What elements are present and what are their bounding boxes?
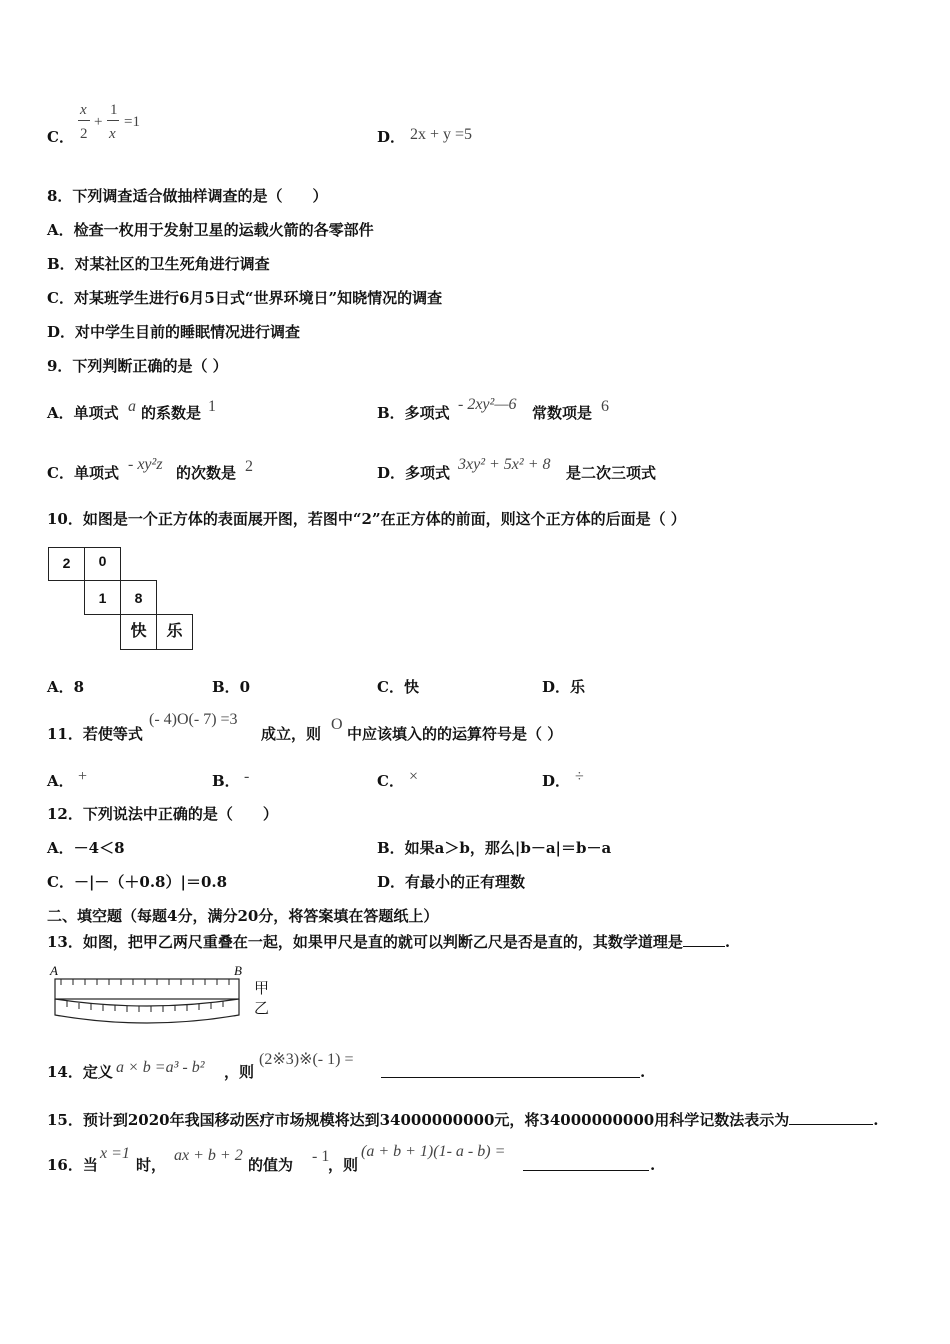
q14-mid: ，则 [224, 1063, 255, 1081]
q13-end: . [724, 933, 731, 951]
cube-face-0: 0 [84, 547, 121, 581]
q7-c-frac2-bar [107, 120, 119, 121]
q11-d-label: D． [542, 772, 571, 790]
rulers-drawing [46, 963, 246, 1029]
q15-stem [47, 1110, 878, 1129]
q9-d-mid: 是二次三项式 [566, 464, 657, 482]
q15-blank [789, 1110, 873, 1125]
ruler-label-jia: 甲 [254, 979, 270, 997]
q8-stem: 8．下列调查适合做抽样调查的是（ ） [47, 187, 328, 205]
q11-b-label: B． [212, 772, 240, 790]
q9-c-expr: - xy²z [128, 456, 163, 473]
q15-stem-text: 15．预计到2020年我国移动医疗市场规模将达到34000000000元，将34000000000用科学记数法表示为 [47, 1111, 790, 1129]
q8-option-b: B．对某社区的卫生死角进行调查 [47, 255, 270, 273]
q8-option-c: C．对某班学生进行6月5日式“世界环境日”知晓情况的调查 [47, 289, 443, 307]
cube-face-le: 乐 [156, 614, 193, 650]
q16-pre: 16．当 [47, 1156, 98, 1174]
q10-option-d: D．乐 [542, 678, 586, 696]
ruler-figure [46, 963, 276, 1029]
q14-end: . [640, 1063, 646, 1081]
q16-t3: ，则 [328, 1156, 359, 1174]
q9-a-pre: A．单项式 [47, 404, 119, 422]
cube-face-8: 8 [120, 580, 157, 615]
q13-stem [47, 932, 730, 951]
ruler-label-a: A [50, 963, 58, 978]
section-2-heading: 二、填空题（每题4分，满分20分，将答案填在答题纸上） [47, 907, 439, 925]
q9-a-var: a [128, 398, 136, 415]
q16-t1: 时， [136, 1156, 167, 1174]
q14-expr: (2※3)※(- 1) = [259, 1051, 354, 1068]
q7-c-frac1-num: x [80, 102, 87, 118]
q10-option-a: A．8 [47, 678, 85, 696]
q10-option-b: B．0 [212, 678, 251, 696]
q7-c-frac1-bar [78, 120, 90, 121]
q14-blank [381, 1063, 640, 1078]
q7-c-frac2-num: 1 [110, 102, 118, 118]
q16-blank [523, 1156, 649, 1171]
q9-d-expr: 3xy² + 5x² + 8 [458, 456, 551, 473]
q11-c-label: C． [377, 772, 404, 790]
q8-option-d: D．对中学生目前的睡眠情况进行调查 [47, 323, 301, 341]
q16-expr1: ax + b + 2 [174, 1147, 243, 1164]
q16-t2: 的值为 [248, 1156, 294, 1174]
q9-a-mid: 的系数是 [141, 404, 202, 422]
q10-stem: 10．如图是一个正方体的表面展开图，若图中“2”在正方体的前面，则这个正方体的后面是（ ） [47, 510, 686, 528]
q7-c-label: C． [47, 128, 74, 146]
q16-expr2: (a + b + 1)(1- a - b) = [361, 1143, 506, 1160]
q11-circle: O [331, 716, 343, 733]
ruler-label-yi: 乙 [254, 999, 270, 1017]
q7-d-label: D． [377, 128, 406, 146]
q12-option-a: A．－4＜8 [47, 839, 125, 857]
q11-d-sym: ÷ [575, 768, 584, 785]
q9-c-mid: 的次数是 [176, 464, 237, 482]
q11-b-sym: - [244, 768, 250, 785]
ruler-label-b: B [234, 963, 242, 978]
q7-c-eq: =1 [124, 114, 140, 130]
q7-c-plus: + [94, 114, 103, 130]
q9-a-val: 1 [208, 398, 216, 415]
q9-b-mid: 常数项是 [532, 404, 593, 422]
q12-option-d: D．有最小的正有理数 [377, 873, 526, 891]
q12-stem: 12．下列说法中正确的是（ ） [47, 805, 278, 823]
q9-d-pre: D．多项式 [377, 464, 451, 482]
cube-face-kuai: 快 [120, 614, 157, 650]
q15-end: . [873, 1111, 879, 1129]
q12-option-c: C．－|－（＋0.8）|＝0.8 [47, 873, 228, 891]
q9-b-expr: - 2xy²—6 [458, 396, 517, 413]
q10-option-c: C．快 [377, 678, 419, 696]
q9-b-pre: B．多项式 [377, 404, 450, 422]
q12-option-b: B．如果a＞b，那么|b－a|＝b－a [377, 839, 612, 857]
ruler-jia-ticks [61, 979, 229, 985]
q9-b-val: 6 [601, 398, 609, 415]
q11-expr: (- 4)O(- 7) =3 [149, 711, 238, 728]
q9-c-val: 2 [245, 458, 253, 475]
q9-c-pre: C．单项式 [47, 464, 119, 482]
q7-d-expr: 2x + y =5 [410, 126, 473, 143]
q9-stem: 9．下列判断正确的是（ ） [47, 357, 228, 375]
q11-a-sym: + [78, 768, 88, 785]
q16-end: . [650, 1156, 656, 1174]
q16-val: - 1 [312, 1148, 330, 1165]
q7-c-frac2-den: x [109, 126, 116, 142]
q11-c-sym: × [409, 768, 419, 785]
cube-face-2: 2 [48, 547, 85, 581]
q14-def: a × b =a³ - b² [116, 1059, 205, 1076]
q14-pre: 14．定义 [47, 1063, 113, 1081]
q11-stem-pre: 11．若使等式 [47, 725, 143, 743]
q11-stem-mid: 成立，则 [261, 725, 322, 743]
q8-option-a: A．检查一枚用于发射卫星的运载火箭的各零部件 [47, 221, 374, 239]
q13-blank [683, 932, 725, 947]
q11-stem-post: 中应该填入的的运算符号是（ ） [347, 725, 563, 743]
q16-cond: x =1 [100, 1145, 130, 1162]
q11-a-label: A． [47, 772, 74, 790]
q13-stem-text: 13．如图，把甲乙两尺重叠在一起，如果甲尺是直的就可以判断乙尺是否是直的，其数学道理是 [47, 933, 683, 951]
ruler-jia [55, 979, 239, 999]
q7-c-frac1-den: 2 [80, 126, 88, 142]
cube-face-1: 1 [84, 580, 121, 615]
